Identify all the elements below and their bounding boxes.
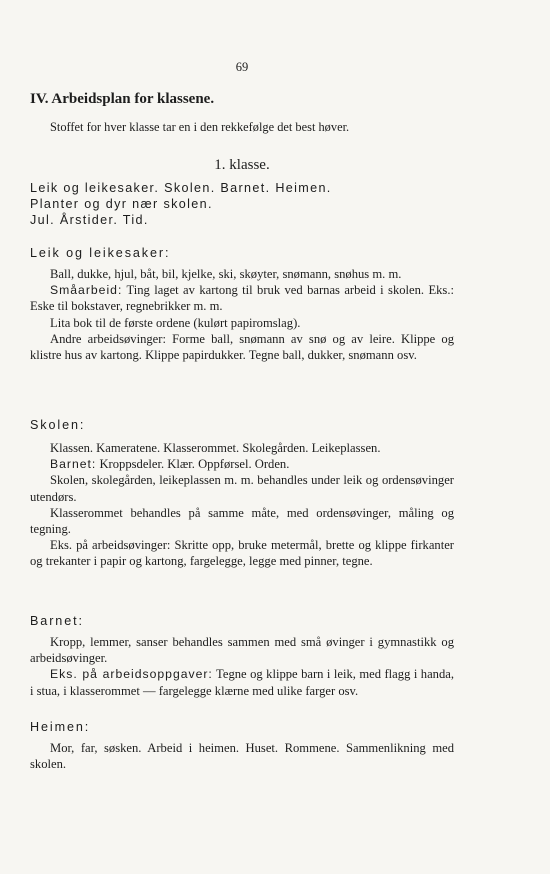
paragraph-text: Forme ball, snømann av snø og av leire. Klippe og klistre hus av kartong. Klippe papirdukker. Tegne ball, dukker, snømann osv.	[30, 331, 454, 363]
paragraph-label: Eks. på arbeidsøvinger:	[50, 538, 171, 553]
paragraph	[30, 472, 454, 504]
class-title: 1. klasse.	[214, 157, 270, 173]
paragraph	[30, 315, 454, 331]
section-title-leik: Leik og leikesaker:	[30, 246, 171, 260]
paragraph-text: Tegne og klippe barn i leik, med flagg i handa, i stua, i klasserommet — fargelegge klærne med ulike farger osv.	[30, 667, 454, 698]
section-body-heimen	[30, 740, 454, 772]
paragraph-text: Kroppsdeler. Klær. Oppførsel. Orden.	[96, 457, 290, 472]
topic-line: Jul. Årstider. Tid.	[30, 213, 149, 227]
section-body-barnet	[30, 634, 454, 699]
section-title-skolen: Skolen:	[30, 418, 86, 432]
paragraph-text: Skolen, skolegården, leikeplassen m. m. behandles under leik og ordensøvinger utendørs.	[30, 473, 454, 504]
paragraph	[30, 634, 454, 666]
paragraph	[30, 282, 454, 314]
section-body-leik	[30, 266, 454, 363]
paragraph-text: Kropp, lemmer, sanser behandles sammen med små øvinger i gymnastikk og arbeidsøvinger.	[30, 635, 454, 666]
paragraph	[30, 537, 454, 569]
paragraph-text: Klasserommet behandles på samme måte, med ordensøvinger, måling og tegning.	[30, 505, 454, 537]
paragraph-text: Skritte opp, bruke metermål, brette og klippe firkanter og trekanter i papir og kartong, fargelegge, legge med pinner, tegne.	[30, 538, 454, 569]
chapter-heading: IV. Arbeidsplan for klassene.	[30, 91, 215, 107]
paragraph	[30, 666, 454, 698]
paragraph-label: Eks. på arbeidsoppgaver:	[50, 667, 213, 682]
topic-line: Planter og dyr nær skolen.	[30, 197, 213, 211]
paragraph	[30, 505, 454, 537]
topic-line: Leik og leikesaker. Skolen. Barnet. Heimen.	[30, 181, 332, 195]
intro-text: Stoffet for hver klasse tar en i den rekkefølge det best høver.	[50, 120, 350, 134]
paragraph-text: Klassen. Kameratene. Klasserommet. Skolegården. Leikeplassen.	[50, 441, 381, 455]
page-number: 69	[235, 60, 249, 74]
paragraph	[30, 266, 454, 282]
paragraph	[30, 331, 454, 363]
paragraph-text: Lita bok til de første ordene (kulørt papiromslag).	[50, 315, 301, 330]
paragraph-text: Ball, dukke, hjul, båt, bil, kjelke, ski, skøyter, snømann, snøhus m. m.	[50, 267, 402, 281]
topic-list	[30, 180, 454, 228]
paragraph	[30, 740, 454, 772]
section-title-barnet: Barnet:	[30, 614, 84, 628]
paragraph-label: Barnet:	[50, 457, 97, 472]
paragraph-text: Mor, far, søsken. Arbeid i heimen. Huset. Rommene. Sammenlikning med skolen.	[30, 741, 454, 772]
paragraph	[30, 456, 454, 472]
paragraph-label: Andre arbeidsøvinger:	[50, 331, 166, 346]
section-body-skolen	[30, 440, 454, 570]
section-title-heimen: Heimen:	[30, 720, 91, 734]
paragraph	[30, 440, 454, 456]
paragraph-text: Ting laget av kartong til bruk ved barnas arbeid i skolen. Eks.: Eske til bokstaver, regnebrikker m. m.	[30, 283, 454, 314]
paragraph-label: Småarbeid:	[50, 283, 123, 298]
